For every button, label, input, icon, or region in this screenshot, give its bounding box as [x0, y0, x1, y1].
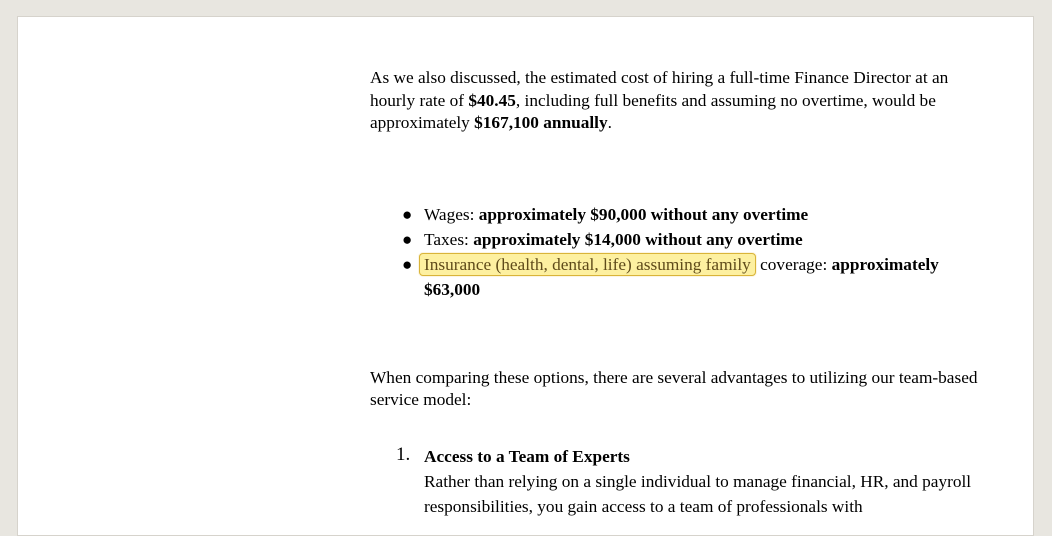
list-item — [370, 444, 985, 519]
bullet-icon: ● — [402, 254, 413, 274]
compare-paragraph: When comparing these options, there are several advantages to utilizing our team-based service model: — [370, 367, 978, 409]
list-number: 1. — [396, 443, 411, 465]
highlighted-text-selection[interactable]: Insurance (health, dental, life) assuming family — [419, 253, 756, 276]
list-item — [370, 202, 985, 227]
list-item — [370, 227, 985, 252]
list-item — [370, 252, 985, 302]
cost-value: approximately $63,000 — [424, 254, 939, 299]
cost-label: coverage: — [755, 254, 832, 274]
cost-value: approximately $90,000 without any overtime — [478, 204, 809, 224]
cost-label: Taxes: — [424, 229, 474, 249]
advantage-title: Access to a Team of Experts — [424, 446, 630, 466]
cost-breakdown-list — [370, 202, 985, 302]
document-page — [17, 16, 1034, 536]
cost-label: Wages: — [424, 204, 479, 224]
advantage-body: Rather than relying on a single individual to manage financial, HR, and payroll responsibilities, you gain access to a team of professionals with — [424, 471, 972, 516]
intro-text: As we also discussed, the estimated cost of hiring a full-time Finance Director at an hourly rate of — [370, 68, 949, 110]
intro-paragraph — [370, 67, 985, 135]
bullet-icon: ● — [402, 204, 413, 224]
document-body — [370, 67, 985, 519]
advantages-list — [370, 444, 985, 519]
annual-cost: $167,100 annually — [474, 113, 608, 132]
bullet-icon: ● — [402, 229, 413, 249]
hourly-rate: $40.45 — [468, 90, 516, 110]
cost-value: approximately $14,000 without any overtime — [473, 229, 803, 249]
intro-text: . — [607, 113, 612, 132]
intro-text: , including full benefits and assuming no overtime, would be approximately — [370, 90, 936, 132]
